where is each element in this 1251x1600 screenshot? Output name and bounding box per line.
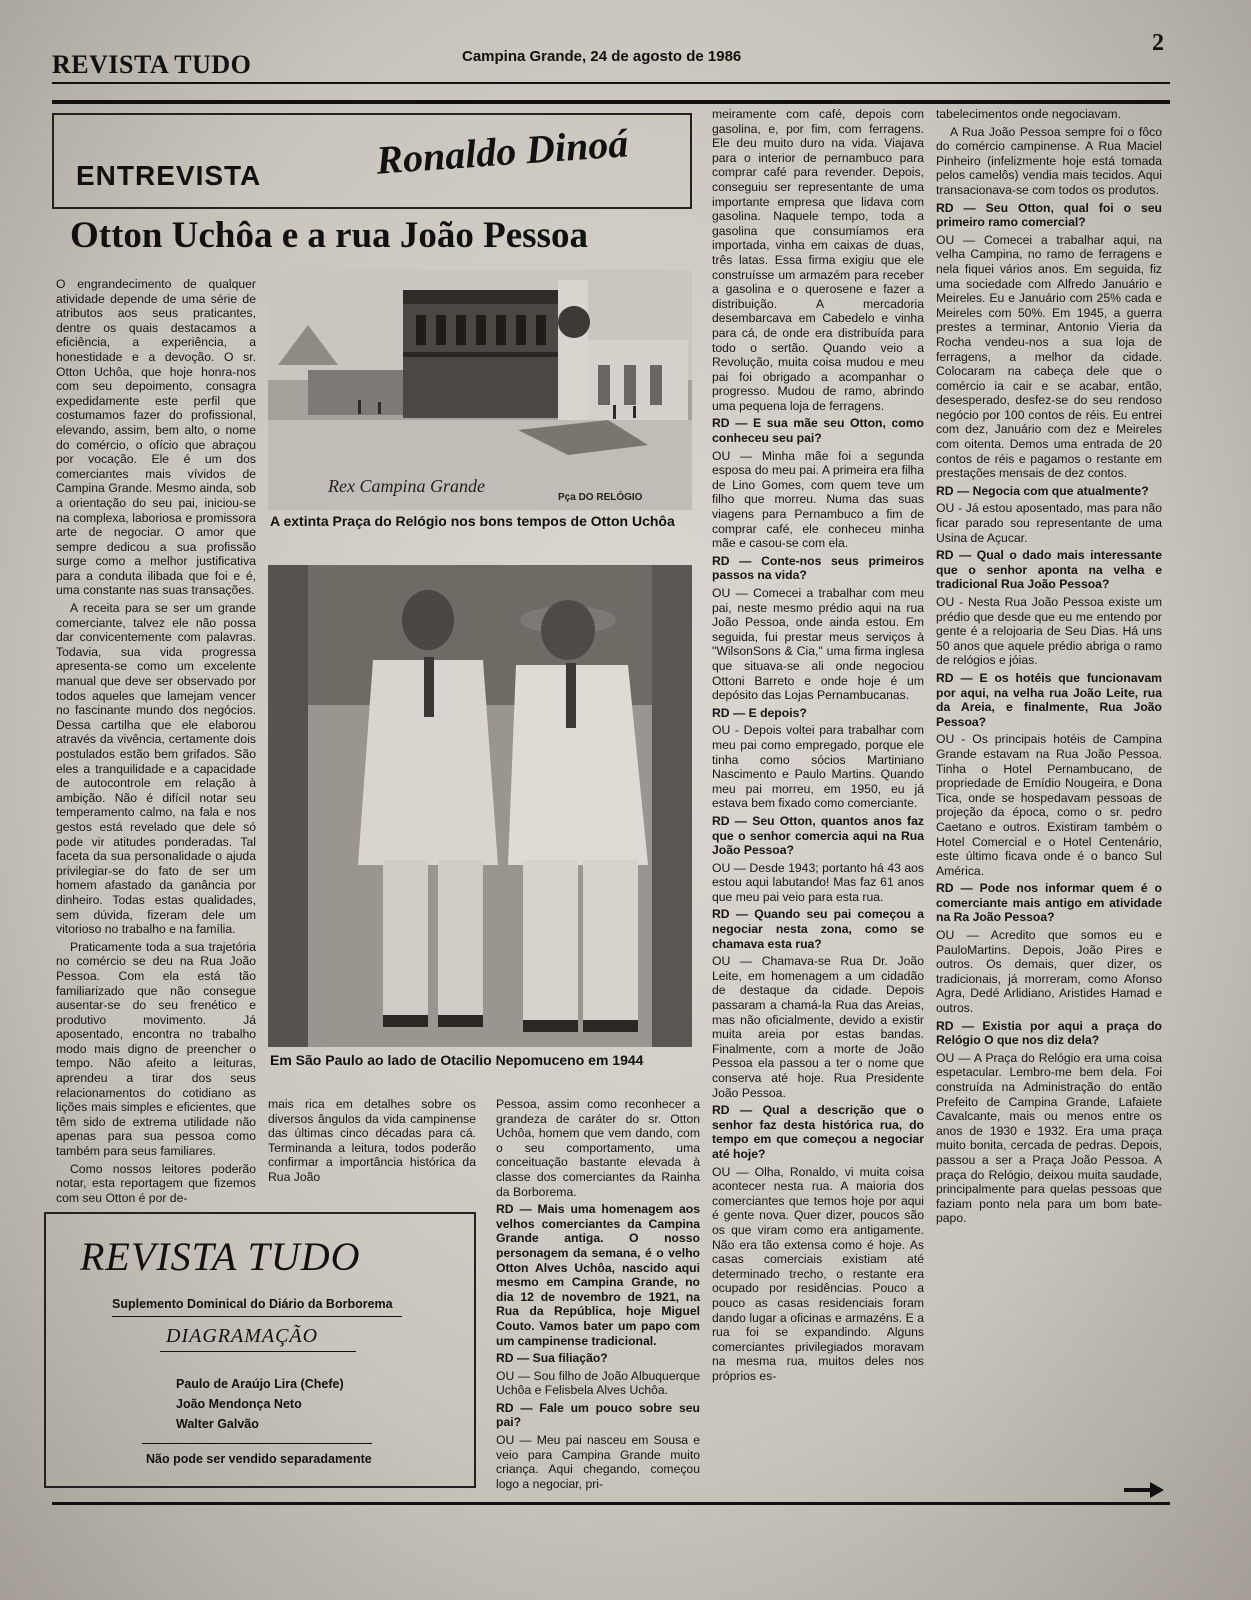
credits-rule <box>142 1443 372 1444</box>
plaza-photo-graphic <box>268 270 692 510</box>
credits-staff-name: João Mendonça Neto <box>176 1397 302 1411</box>
column-5 <box>936 107 1162 1229</box>
interview-answer: OU - Os principais hotéis de Campina Grande estavam na Rua João Pessoa. Tinha o Hotel Pernambucano, de propriedade de Emídio Nougeira, e Dona Tica, onde se hospedavam pessoas de projeção da época, como o sr. pedro Caetano e outros. Existiram também o Hotel Comercial e o Hotel Centenário, este último ficava onde é o banco Sul América. <box>936 732 1162 878</box>
interview-answer: OU — Comecei a trabalhar aqui, na velha Campina, no ramo de ferragens e nela fiquei vários anos. Em seguida, fiz uma sociedade com Alfredo Januário e Meireles. Eu e Januário com 25% cada e Meireles com 50%. Em 1945, a guerra prestes a terminar, Antonio Vieria da Rocha vendeu-nos a sua loja de ferragens, a melhor da cidade. Colocaram na cabeça dele que o comércio ia cair e se acabar, então, desesperado, desfez-se do seu rendoso negócio por 100 contos de réis. Eu entrei com dez, Januário com dez e Meireles com oitenta. Demos uma entrada de 20 contos de réis e pagamos o restante em prestações mensais de dez contos. <box>936 232 1162 481</box>
interview-answer: OU — A Praça do Relógio era uma coisa espetacular. Lembro-me bem dela. Foi construída na Administração do então Prefeito de Campina Grande, Lafaiete Cavalcante, mais ou menos entre os anos de 1930 e 1932. Era uma praça muito bonita, cercada de pedras. Depois, passou a ser a Praça João Pessoa. A praça do Relógio, deixou muita saudade, principalmente para quelas pessoas que faziam ponto nela para um bom bate-papo. <box>936 1050 1162 1226</box>
portrait-photo-graphic <box>268 565 692 1047</box>
credits-note: Não pode ser vendido separadamente <box>146 1452 372 1466</box>
interview-answer: OU — Olha, Ronaldo, vi muita coisa acontecer nesta rua. A maioria dos comerciantes que temos hoje por aqui é gente nova. Quer dizer, poucos são os que viram como era antigamente. Não era tão extensa como é hoje. As casas comerciais existiam até determinado trecho, o restante era ocupado por residências. Pouco a pouco as casas residenciais foram dando lugar a oficinas e armazéns. E a rua foi se expandindo. Alguns comerciantes privilegiados moravam na mesma rua, muitos deles nos próprios es- <box>712 1164 924 1383</box>
interview-question: RD — Conte-nos seus primeiros passos na vida? <box>712 553 924 583</box>
interview-question: RD — Seu Otton, qual foi o seu primeiro ramo comercial? <box>936 200 1162 230</box>
interview-answer: OU — Meu pai nasceu em Sousa e veio para Campina Grande muito criança. Aqui chegando, começou logo a negociar, pri- <box>496 1433 700 1491</box>
interview-question: RD — E os hotéis que funcionavam por aqui, na velha rua João Leite, rua da Areia, e finalmente, Rua João Pessoa? <box>936 670 1162 729</box>
paragraph: A receita para se ser um grande comerciante, talvez ele não possa dar convicentemente com palavras. Todavia, sua vida progressa apresenta-se como um excelente manual que deve ser observado por todos aqueles que lamejam vencer no fascinante mundo dos negócios. Dessa cartilha que ele elaborou através da vivência, certamente dois postulados estão bem grifados. São eles a tranquilidade e a capacidade de autocontrole em relação à ambição. Não é difícil notar seu temperamento calmo, na fala e nos gestos está revelado que dele só pode vir atitudes ponderadas. Tal faceta da sua personalidade o ajuda privilegiar-se do fato de ser um homem afastado da ganância por dinheiro. Todas estas qualidades, sem dúvida, fizeram dele um vitorioso no trabalho e na família. <box>56 601 256 937</box>
credits-staff-name: Walter Galvão <box>176 1417 259 1431</box>
interview-answer: OU — Acredito que somos eu e PauloMartins. Depois, João Pires e outros. Os demais, quer dizer, os tradicionais, já morreram, como Afonso Agra, Dedé Arlidiano, Aristides Hamad e outros. <box>936 928 1162 1016</box>
dateline: Campina Grande, 24 de agosto de 1986 <box>462 48 742 65</box>
interview-answer: meiramente com café, depois com gasolina, e, por fim, com ferragens. Ele deu muito duro na vida. Viajava para o interior de pernambuco para comprar café para revender. Depois, conseguiu ser representante de uma importante empresa que lidava com gasolina. Naquele tempo, toda a gasolina que consumíamos era importada, vinha em caixas de duas, três latas. Essa firma exigiu que ele construísse um armazém para receber a gasolina e o querosene e fazer a distribuição. A mercadoria desembarcava em Cabedelo e vinha para cá, de onde era distribuída para todo o sertão. Quando veio a Revolução, muita coisa mudou e meu pai foi obrigado a acompanhar o progresso. Mudou de ramo, abrindo uma pequena loja de ferragens. <box>712 107 924 413</box>
header-rule-thick <box>52 100 1170 104</box>
interview-question: RD — E sua mãe seu Otton, como conheceu seu pai? <box>712 416 924 446</box>
credits-title: REVISTA TUDO <box>80 1234 361 1279</box>
paragraph: O engrandecimento de qualquer atividade depende de uma série de atributos aos seus praticantes, dentre os quais destacamos a eficiência, a experiência, a honestidade e a devoção. O sr. Otton Uchôa, que hoje honra-nos com seu depoimento, consagra expedidamente este perfil que costumamos fazer do profissional, elevando, assim, bem alto, o nome do comércio, o ofício que abraçou por vocação. Ele é um dos comerciantes mais vívidos de Campina Grande. Mesmo ainda, sob a orientação do seu pai, iniciou-se na complexa, laboriosa e promissora arte de negociar. O amor que sempre dedicou a sua profissão surge como a melhor justificativa para a conduta ilibada que foi e é, uma constante nas suas transações. <box>56 277 256 598</box>
column-2-bottom <box>268 1097 476 1188</box>
interview-answer: OU - Já estou aposentado, mas para não ficar parado sou representante de uma Usina de Açucar. <box>936 501 1162 545</box>
column-1 <box>56 277 256 1208</box>
arrow-right-icon <box>1124 1482 1164 1498</box>
interview-answer: OU - Nesta Rua João Pessoa existe um prédio que desde que eu me entendo por gente é a relojoaria de Seu Dias. Há uns 50 anos que aquele prédio abriga o ramo de relógios e jóias. <box>936 595 1162 668</box>
interview-answer: OU — Desde 1943; portanto há 43 aos estou aqui labutando! Mas faz 61 anos que meu pai veio para esta rua. <box>712 860 924 904</box>
page-number: 2 <box>1152 30 1164 56</box>
portrait-photo-caption: Em São Paulo ao lado de Otacilio Nepomuceno em 1944 <box>270 1052 644 1068</box>
portrait-photo <box>268 565 692 1047</box>
column-3-bottom <box>496 1097 700 1494</box>
credits-subtitle: Suplemento Dominical do Diário da Borborema <box>112 1297 393 1311</box>
interview-question: RD — Mais uma homenagem aos velhos comerciantes da Campina Grande antiga. O nosso personagem da semana, é o velho Otton Alves Uchôa, nascido aqui mesmo em Campina Grande, no dia 12 de novembro de 1921, na Rua da República, hoje Miguel Couto. Vamos bater um papo com um campinense tradicional. <box>496 1202 700 1348</box>
interview-question: RD — Sua filiação? <box>496 1351 608 1366</box>
plaza-photo <box>268 270 692 510</box>
interview-question: RD — Quando seu pai começou a negociar nesta zona, como se chamava esta rua? <box>712 907 924 951</box>
interview-question: RD — Pode nos informar quem é o comerciante mais antigo em atividade na Ra João Pessoa? <box>936 881 1162 925</box>
section-label: ENTREVISTA <box>76 160 262 191</box>
interview-answer: tabelecimentos onde negociavam. <box>936 107 1121 121</box>
plaza-photo-caption: A extinta Praça do Relógio nos bons tempos de Otton Uchôa <box>270 513 675 529</box>
interview-question: RD — Existia por aqui a praça do Relógio O que nos diz dela? <box>936 1018 1162 1048</box>
interview-answer: OU - Depois voltei para trabalhar com meu pai como empregado, porque ele tinha como sócios Martiniano Nascimento e Paulo Martins. Quando meu pai morreu, em 1950, eu já estava bem fixado como comerciante. <box>712 723 924 811</box>
interview-answer: OU — Comecei a trabalhar com meu pai, neste mesmo prédio aqui na rua João Pessoa, onde ainda estou. Em seguida, fui prestar meus serviços à "WilsonSons & Cia," uma firma inglesa que situava-se ali onde negociou Ottoni Barreto e onde hoje é um depósito das Lojas Pernambucanas. <box>712 586 924 703</box>
paragraph: A Rua João Pessoa sempre foi o fôco do comércio campinense. A Rua Maciel Pinheiro (infelizmente hoje está tomada pelos camelôs) vendia mais tecidos. Aqui transacionava-se com todos os produtos. <box>936 124 1162 197</box>
interview-answer: OU — Chamava-se Rua Dr. João Leite, em homenagem a um cidadão de destaque da cidade. Depois passaram a chamá-la Rua das Areias, mas não oficialmente, devido a existir muita areia por estas bandas. Finalmente, com a morte de João Pessoa ela passou a ter o nome que conserva até hoje. Rua Presidente João Pessoa. <box>712 954 924 1100</box>
paragraph: Como nossos leitores poderão notar, esta reportagem que fizemos com seu Otton é por de- <box>56 1161 256 1205</box>
interview-answer: OU — Sou filho de João Albuquerque Uchôa e Felisbela Alves Uchôa. <box>496 1368 700 1398</box>
credits-section: DIAGRAMAÇÃO <box>166 1325 319 1347</box>
paragraph: Praticamente toda a sua trajetória no comércio se deu na Rua João Pessoa. Com ela está tão familiarizado que não consegue ausentar-se do seu frenético e produtivo movimento. Já aposentado, encontra no trabalho modo mais digno de preencher o tempo. Não afeito a leituras, aprendeu a tirar dos seus relacionamentos do cotidiano as lições mais simples e eficientes, que têm sido de extrema utilidade não apenas para sua pessoa como também para seus familiares. <box>56 939 256 1159</box>
interview-question: RD — Negocia com que atualmente? <box>936 483 1149 498</box>
credits-rule <box>112 1316 402 1317</box>
credits-staff-name: Paulo de Araújo Lira (Chefe) <box>176 1377 344 1391</box>
column-4 <box>712 107 924 1386</box>
headline: Otton Uchôa e a rua João Pessoa <box>70 215 588 256</box>
footer-rule <box>52 1502 1170 1505</box>
photo-inscription-left: Rex Campina Grande <box>328 476 485 496</box>
paragraph: mais rica em detalhes sobre os diversos ângulos da vida campinense das últimas cinco décadas para cá. Terminanda a leitura, todos poderão confirmar a importância histórica da Rua João <box>268 1097 476 1184</box>
photo-inscription-right: Pça DO RELÓGIO <box>558 492 643 503</box>
header-rule <box>52 82 1170 84</box>
interview-question: RD — Qual a descrição que o senhor faz desta histórica rua, do tempo em que começou a negociar até hoje? <box>712 1103 924 1161</box>
paragraph: Pessoa, assim como reconhecer a grandeza de caráter do sr. Otton Uchôa, homem que vem dando, com o seu comportamento, uma conceituação bastante elevada à classe dos comerciantes da Rainha da Borborema. <box>496 1097 700 1199</box>
masthead: REVISTA TUDO <box>52 50 252 79</box>
credits-rule <box>160 1351 356 1352</box>
interview-question: RD — Fale um pouco sobre seu pai? <box>496 1400 700 1430</box>
interview-question: RD — E depois? <box>712 705 807 720</box>
author-signature: Ronaldo Dinoá <box>374 120 630 183</box>
interview-question: RD — Seu Otton, quantos anos faz que o senhor comercia aqui na Rua João Pessoa? <box>712 813 924 858</box>
interview-answer: OU — Minha mãe foi a segunda esposa do meu pai. A primeira era filha de Lino Gomes, com quem teve um filho que morreu. Numa das suas viagens para Pernambuco a fim de comprar café, ele conheceu minha mãe e casou-se com ela. <box>712 448 924 551</box>
interview-question: RD — Qual o dado mais interessante que o senhor aponta na velha e tradicional Rua João Pessoa? <box>936 548 1162 592</box>
